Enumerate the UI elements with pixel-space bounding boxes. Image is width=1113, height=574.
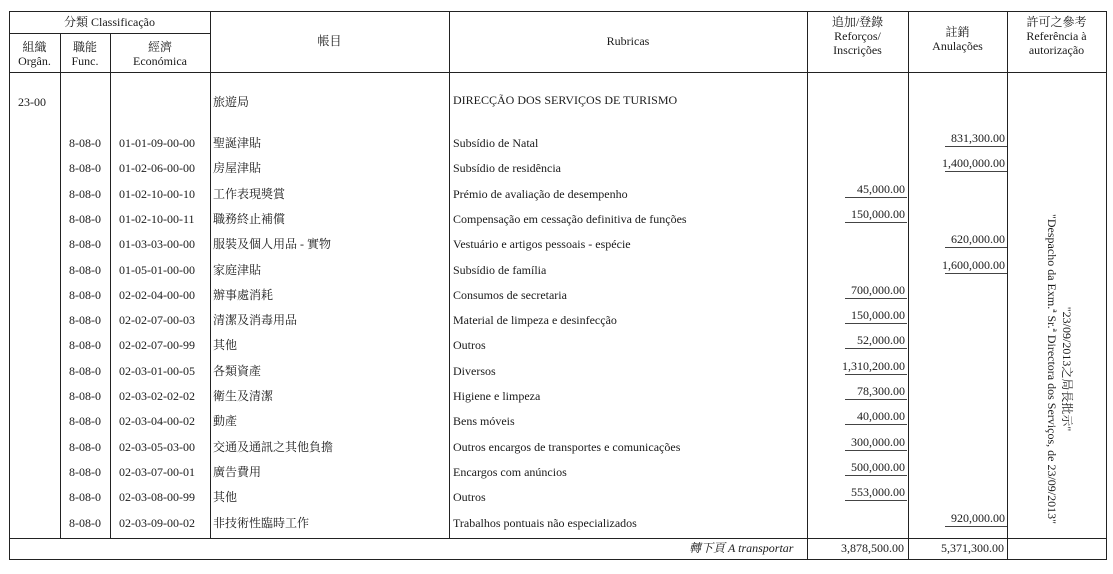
row-reforco-amount: 1,310,200.00 [842,359,905,373]
row-econ-code: 01-03-03-00-00 [119,237,195,251]
amount-underline [845,323,907,324]
row-econ-code: 02-03-07-00-01 [119,465,195,479]
amount-underline [945,146,1007,147]
row-econ-code: 01-01-09-00-00 [119,136,195,150]
row-econ-code: 02-02-07-00-03 [119,313,195,327]
table-row [9,308,1107,333]
authorization-pt: "Despacho da Exm.ª Sr.ª Directora dos Serviços, de 23/09/2013" [1045,213,1059,525]
row-rubrica-pt: Vestuário e artigos pessoais - espécie [453,237,631,251]
row-reforco-amount: 700,000.00 [851,283,905,297]
header-anulacoes-pt: Anulações [932,39,983,53]
table-row [9,409,1107,434]
table-row [9,435,1107,460]
header-economica-cn: 經濟 [147,40,172,54]
row-func-code: 8-08-0 [69,440,101,454]
header-rubrica-cn: 帳目 [317,34,342,48]
header-organica-pt: Orgân. [18,54,51,68]
amount-underline [845,500,907,501]
row-rubrica-cn: 辦事處消耗 [213,288,274,302]
amount-underline [845,298,907,299]
header-organica-cn: 組織 [22,40,47,54]
row-func-code: 8-08-0 [69,136,101,150]
row-anulacao-amount: 1,600,000.00 [942,258,1005,272]
row-reforco-amount: 500,000.00 [851,460,905,474]
amount-underline [845,222,907,223]
row-rubrica-pt: Trabalhos pontuais não especializados [453,516,637,530]
row-rubrica-cn: 其他 [213,338,238,352]
row-rubrica-pt: Outros [453,338,486,352]
row-func-code: 8-08-0 [69,338,101,352]
row-reforco-amount: 45,000.00 [857,182,905,196]
header-economica [110,40,210,68]
row-func-code: 8-08-0 [69,212,101,226]
row-econ-code: 02-03-05-03-00 [119,440,195,454]
table-row [9,460,1107,485]
row-econ-code: 02-03-04-00-02 [119,414,195,428]
header-anulacoes-cn: 註銷 [945,25,970,39]
row-func-code: 8-08-0 [69,465,101,479]
table-row [9,182,1107,207]
amount-underline [845,374,907,375]
table-row [9,359,1107,384]
header-bottom-border [9,72,1107,73]
table-row [9,258,1107,283]
row-func-code: 8-08-0 [69,237,101,251]
row-econ-code: 02-03-08-00-99 [119,490,195,504]
department-name-pt: DIRECÇÃO DOS SERVIÇOS DE TURISMO [453,93,678,107]
row-rubrica-cn: 衛生及清潔 [213,389,274,403]
amount-underline [945,273,1007,274]
row-econ-code: 02-02-04-00-00 [119,288,195,302]
amount-underline [945,526,1007,527]
row-rubrica-pt: Prémio de avaliação de desempenho [453,187,628,201]
row-rubrica-cn: 職務終止補償 [213,212,286,226]
header-reforcos-pt2: Inscrições [833,43,882,57]
row-func-code: 8-08-0 [69,516,101,530]
row-func-code: 8-08-0 [69,389,101,403]
row-func-code: 8-08-0 [69,364,101,378]
row-func-code: 8-08-0 [69,490,101,504]
footer-total-reforcos: 3,878,500.00 [841,541,904,555]
table-row [9,207,1107,232]
row-rubrica-pt: Higiene e limpeza [453,389,541,403]
amount-underline [845,399,907,400]
authorization-note [1044,214,1074,524]
row-rubrica-pt: Bens móveis [453,414,515,428]
table-row [9,283,1107,308]
table-row [9,511,1107,536]
row-reforco-amount: 78,300.00 [857,384,905,398]
header-reforcos [807,15,908,57]
header-funcional-pt: Func. [71,54,99,68]
row-func-code: 8-08-0 [69,313,101,327]
row-econ-code: 02-03-09-00-02 [119,516,195,530]
row-func-code: 8-08-0 [69,161,101,175]
row-rubrica-cn: 服裝及個人用品 - 實物 [213,237,331,251]
row-rubrica-cn: 動產 [213,414,238,428]
header-funcional [60,40,110,68]
footer-total-anulacoes: 5,371,300.00 [941,541,1004,555]
row-econ-code: 01-02-06-00-00 [119,161,195,175]
header-organica [9,40,60,68]
row-func-code: 8-08-0 [69,288,101,302]
row-rubrica-pt: Outros encargos de transportes e comunicações [453,440,681,454]
table-row [9,131,1107,156]
row-rubrica-pt: Consumos de secretaria [453,288,567,302]
row-rubrica-pt: Outros [453,490,486,504]
header-referencia [1007,15,1106,57]
header-anulacoes [908,25,1007,53]
amount-underline [945,171,1007,172]
amount-underline [845,197,907,198]
row-anulacao-amount: 831,300.00 [951,131,1005,145]
table-row [9,156,1107,181]
row-rubrica-cn: 廣告費用 [213,465,262,479]
footer-label: 轉下頁 A transportar [689,541,794,555]
row-reforco-amount: 52,000.00 [857,333,905,347]
row-rubrica-pt: Subsídio de família [453,263,547,277]
authorization-cn: "23/09/2013之局長批示" [1060,306,1074,432]
row-rubrica-cn: 清潔及消毒用品 [213,313,298,327]
header-economica-pt: Económica [133,54,187,68]
row-func-code: 8-08-0 [69,414,101,428]
table-row [9,485,1107,510]
row-rubrica-cn: 聖誕津貼 [213,136,262,150]
row-func-code: 8-08-0 [69,263,101,277]
table-bottom-border [9,559,1107,560]
header-funcional-cn: 職能 [72,40,97,54]
row-func-code: 8-08-0 [69,187,101,201]
row-anulacao-amount: 620,000.00 [951,232,1005,246]
header-reforcos-pt1: Reforços/ [834,29,881,43]
row-rubrica-pt: Diversos [453,364,496,378]
row-reforco-amount: 553,000.00 [851,485,905,499]
row-rubrica-cn: 非技術性臨時工作 [213,516,310,530]
row-econ-code: 02-03-02-02-02 [119,389,195,403]
header-rubrica-pt: Rubricas [606,34,650,48]
footer-top-border [9,538,1107,539]
header-referencia-cn: 許可之參考 [1026,15,1087,29]
amount-underline [845,450,907,451]
header-referencia-pt2: autorização [1028,43,1085,57]
row-rubrica-cn: 工作表現獎賞 [213,187,286,201]
row-reforco-amount: 300,000.00 [851,435,905,449]
row-rubrica-cn: 交通及通訊之其他負擔 [213,440,334,454]
row-rubrica-cn: 家庭津貼 [213,263,262,277]
row-econ-code: 01-02-10-00-10 [119,187,195,201]
row-econ-code: 01-02-10-00-11 [119,212,195,226]
row-reforco-amount: 40,000.00 [857,409,905,423]
row-rubrica-pt: Material de limpeza e desinfecção [453,313,617,327]
row-rubrica-cn: 房屋津貼 [213,161,262,175]
table-row [9,384,1107,409]
header-classificacao: 分類 Classificação [64,15,155,29]
header-reforcos-cn: 追加/登錄 [831,15,884,29]
row-reforco-amount: 150,000.00 [851,308,905,322]
table-row [9,333,1107,358]
department-code: 23-00 [18,95,46,109]
row-econ-code: 02-02-07-00-99 [119,338,195,352]
amount-underline [845,475,907,476]
row-anulacao-amount: 1,400,000.00 [942,156,1005,170]
department-name-cn: 旅遊局 [213,95,250,109]
header-referencia-pt1: Referência à [1026,29,1087,43]
table-top-border [9,11,1107,12]
row-econ-code: 02-03-01-00-05 [119,364,195,378]
amount-underline [845,424,907,425]
row-rubrica-pt: Encargos com anúncios [453,465,567,479]
row-rubrica-pt: Subsídio de Natal [453,136,539,150]
row-anulacao-amount: 920,000.00 [951,511,1005,525]
row-rubrica-cn: 其他 [213,490,238,504]
amount-underline [845,348,907,349]
budget-table [9,11,1107,560]
table-row [9,232,1107,257]
row-rubrica-pt: Subsídio de residência [453,161,561,175]
row-econ-code: 01-05-01-00-00 [119,263,195,277]
row-rubrica-cn: 各類資產 [213,364,262,378]
row-reforco-amount: 150,000.00 [851,207,905,221]
amount-underline [945,247,1007,248]
row-rubrica-pt: Compensação em cessação definitiva de funções [453,212,687,226]
